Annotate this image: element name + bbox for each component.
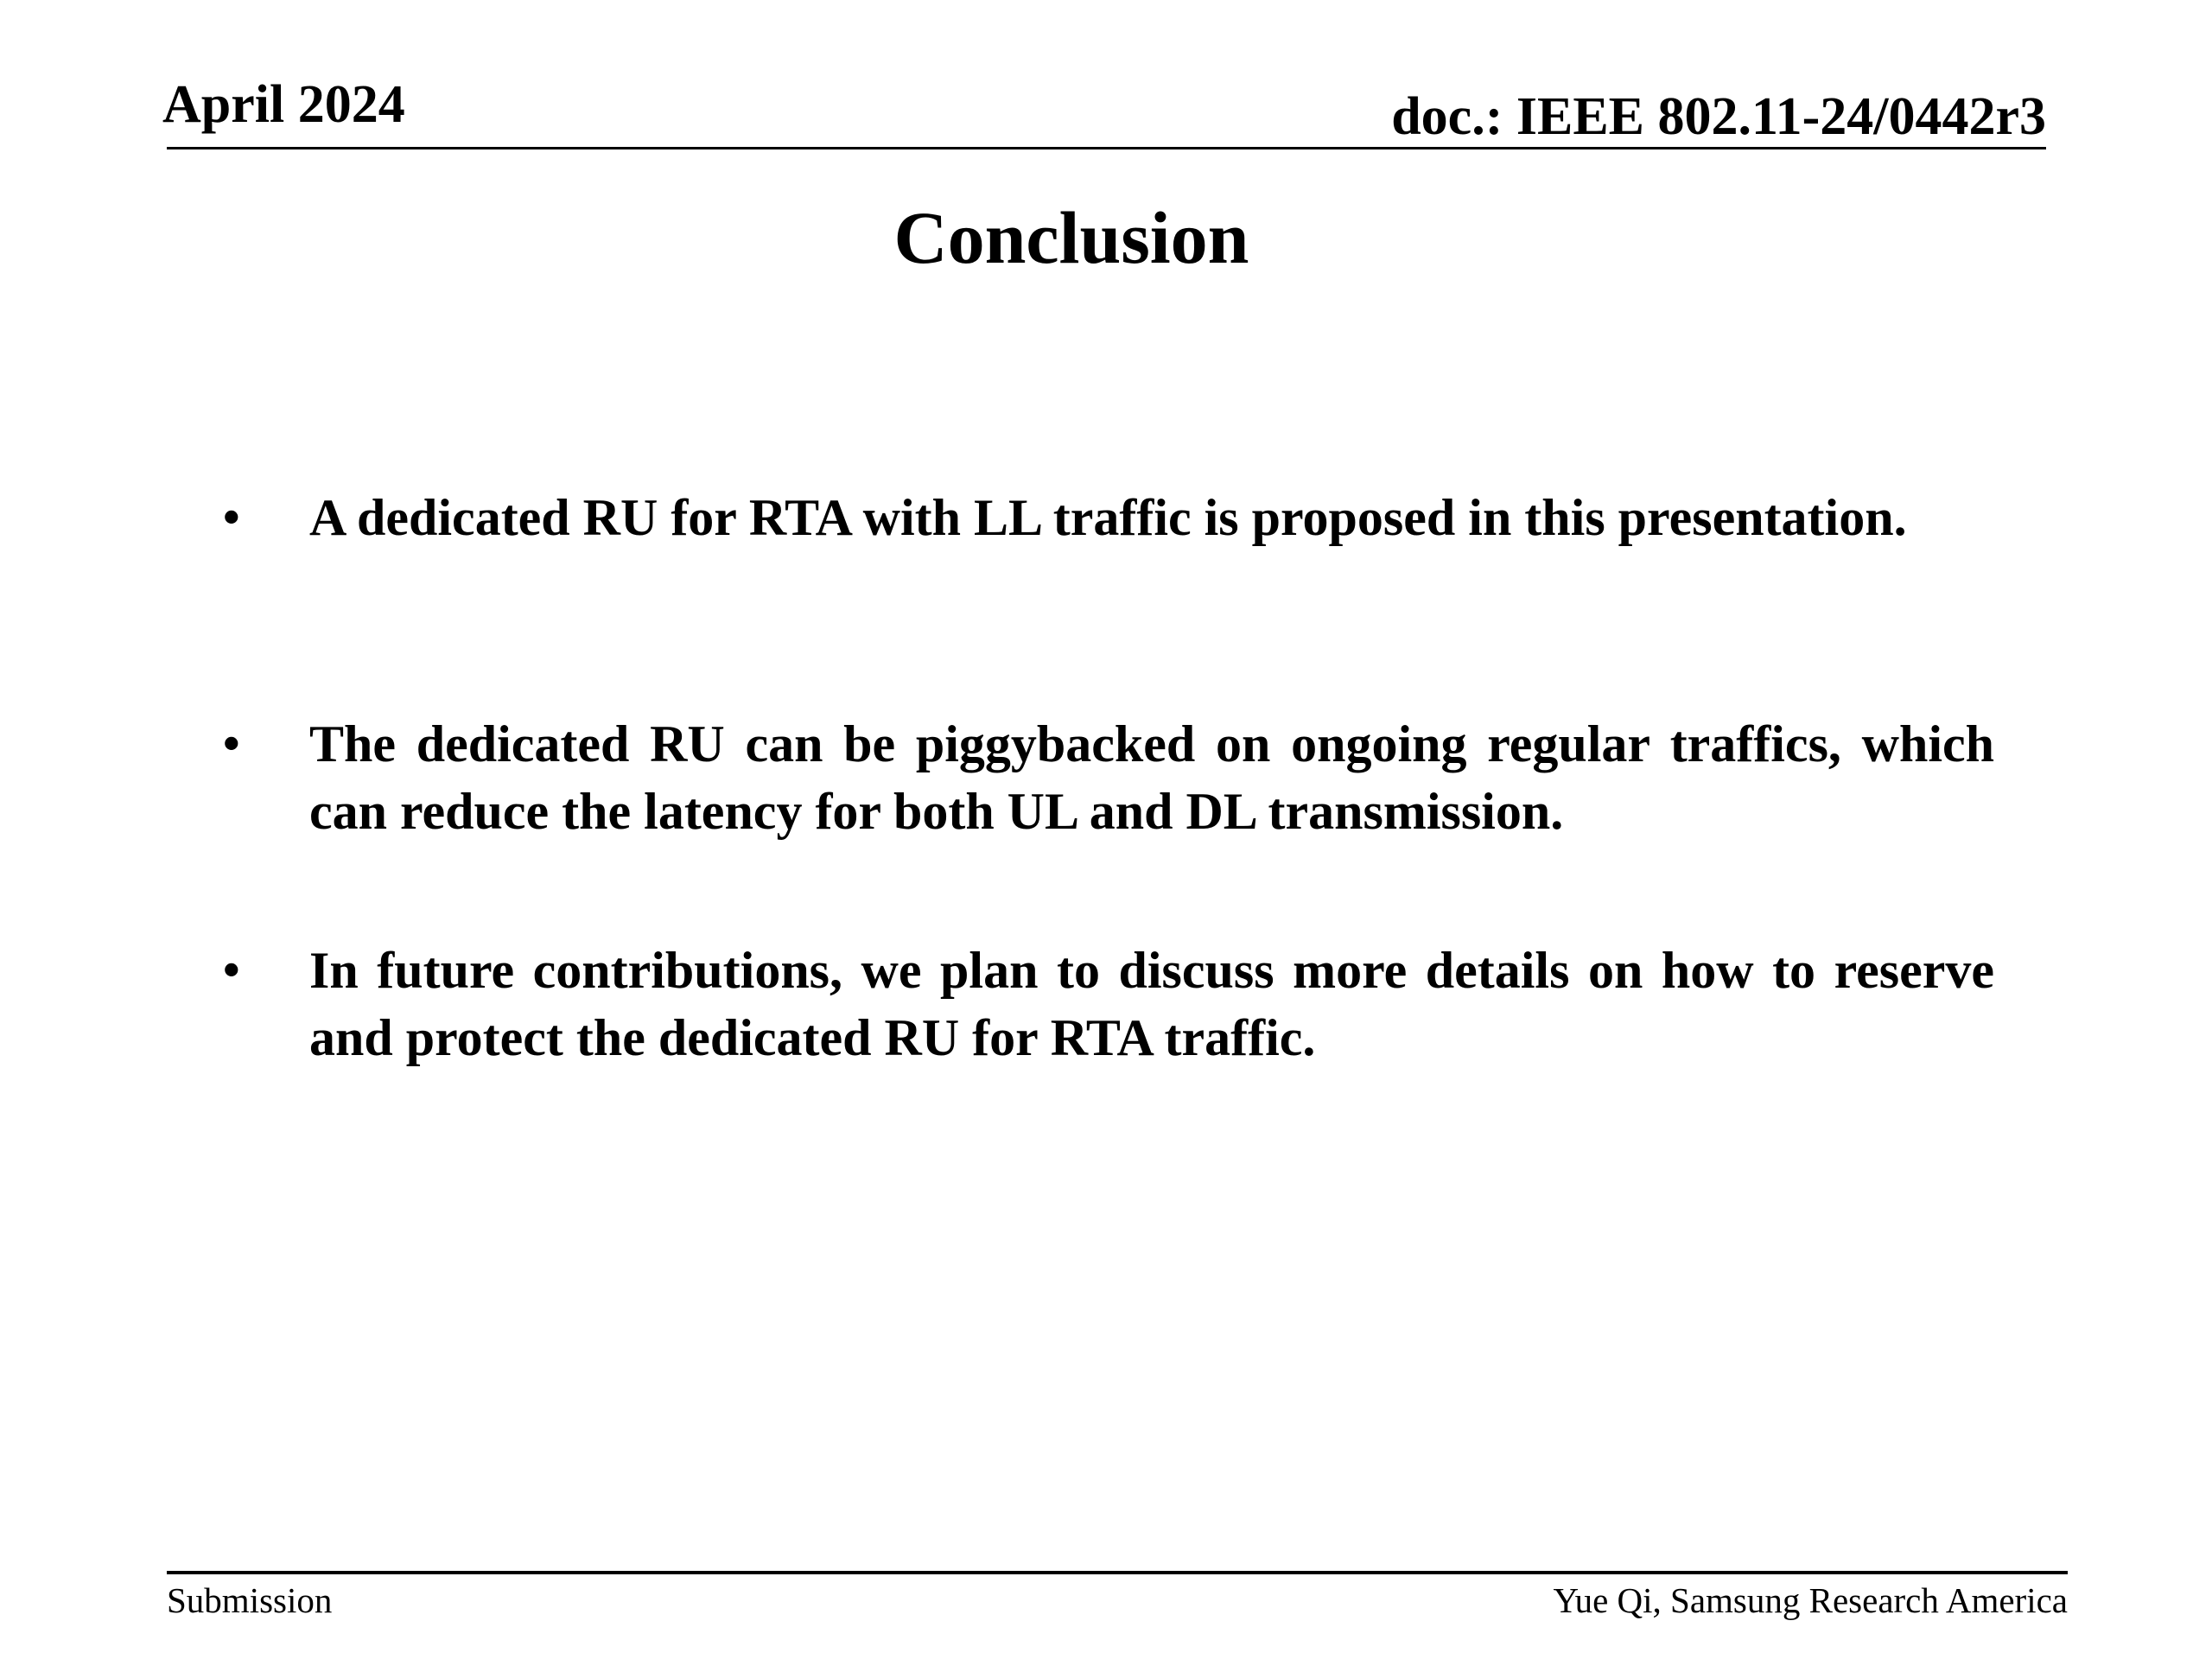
bullet-icon: • — [223, 717, 240, 771]
footer-author: Yue Qi, Samsung Research America — [1553, 1580, 2068, 1620]
header-divider — [167, 147, 2046, 149]
bullet-text: In future contributions, we plan to discuss more details on how to reserve and protect the dedicated RU for RTA traffic. — [309, 942, 1994, 1066]
bullet-text: The dedicated RU can be piggybacked on ongoing regular traffics, which can reduce the latency for both UL and DL transmission. — [309, 715, 1994, 840]
bullet-text: A dedicated RU for RTA with LL traffic is proposed in this presentation. — [309, 489, 1907, 546]
bullet-icon: • — [223, 944, 240, 997]
slide-title: Conclusion — [893, 196, 1249, 279]
header-doc-id: doc.: IEEE 802.11-24/0442r3 — [1391, 87, 2046, 146]
footer-submission: Submission — [167, 1580, 333, 1620]
header-date: April 2024 — [162, 75, 405, 134]
footer-divider — [167, 1571, 2068, 1574]
bullet-icon: • — [223, 491, 240, 544]
